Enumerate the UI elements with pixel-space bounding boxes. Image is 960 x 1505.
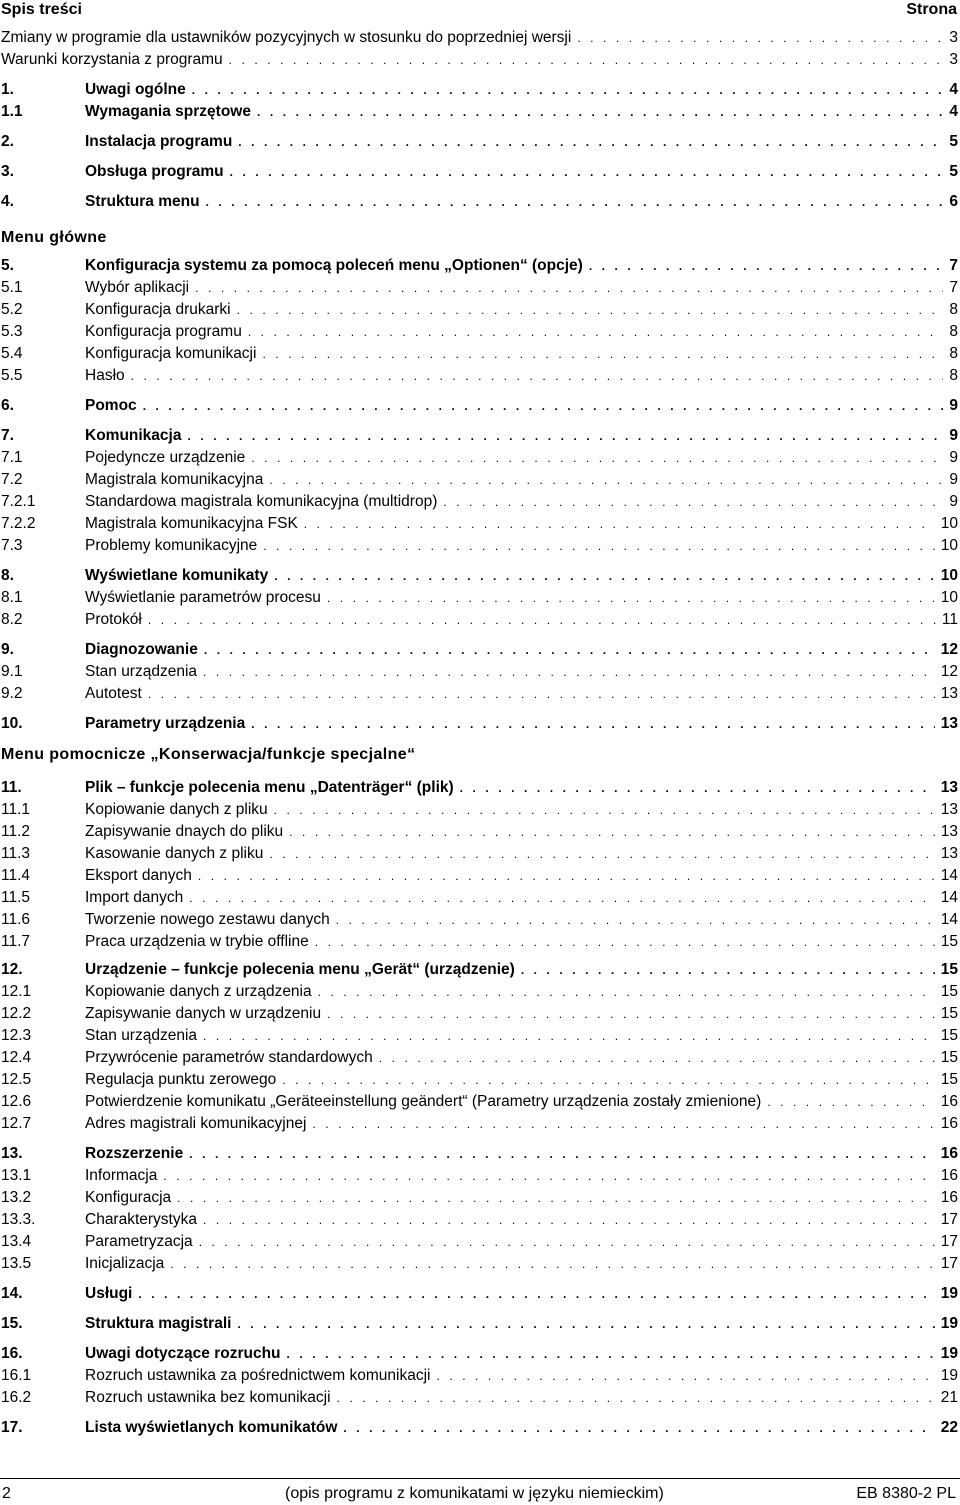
toc-entry-number: 12.3 [1,1027,32,1044]
toc-entry-page: 14 [940,867,958,884]
toc-entry-number: 13. [1,1145,23,1162]
toc-entry-page: 17 [940,1233,958,1250]
dot-leader [189,888,935,908]
toc-entry-number: 11. [1,779,22,796]
toc-entry [0,714,958,734]
toc-entry-title: Wyświetlane komunikaty [85,567,269,584]
dot-leader [287,1344,935,1364]
toc-entry-title: Pojedyncze urządzenie [85,449,246,466]
toc-entry-title: Charakterystyka [85,1211,197,1228]
dot-leader [315,932,935,952]
toc-entry [0,1388,958,1408]
dot-leader [304,514,935,534]
toc-entry [0,1070,958,1090]
toc-header [0,0,960,22]
toc-entry-page: 10 [940,589,958,606]
toc-entry-number: 3. [1,163,14,180]
toc-entry-page: 12 [940,641,958,658]
toc-entry [0,932,958,952]
toc-entry [0,1188,958,1208]
dot-leader [148,684,935,704]
dot-leader [203,662,935,682]
toc-entry-title: Regulacja punktu zerowego [85,1071,277,1088]
toc-entry [0,426,958,446]
dot-leader [148,610,936,630]
toc-entry-title: Rozszerzenie [85,1145,184,1162]
toc-entry-title: Kopiowanie danych z pliku [85,801,268,818]
toc-entry-number: 13.5 [1,1255,32,1272]
toc-entry [0,278,958,298]
toc-entry [0,162,958,182]
toc-entry-title: Wymagania sprzętowe [85,103,251,120]
toc-entry-number: 2. [1,133,14,150]
dot-leader [198,866,935,886]
toc-entry-number: 7. [1,427,14,444]
toc-entry-title: Tworzenie nowego zestawu danych [85,911,330,928]
toc-entry-page: 15 [940,983,958,1000]
dot-leader [379,1048,935,1068]
toc-entry-number: 12.5 [1,1071,32,1088]
toc-entry [0,492,958,512]
toc-entry-number: 1.1 [1,103,23,120]
toc-entry-number: 7.1 [1,449,23,466]
dot-leader [204,640,935,660]
dot-leader [312,1114,934,1134]
toc-entry-number: 11.3 [1,845,31,862]
toc-entry [0,662,958,682]
toc-entry-title: Autotest [85,685,142,702]
toc-entry [0,866,958,886]
toc-entry-page: 10 [940,567,958,584]
toc-entry-number: 8.1 [1,589,23,606]
dot-leader [170,1254,934,1274]
dot-leader [263,536,934,556]
toc-entry-number: 13.4 [1,1233,32,1250]
toc-entry-title: Zmiany w programie dla ustawników pozycyjnych w stosunku do poprzedniej wersji [1,29,572,46]
toc-entry-title: Warunki korzystania z programu [1,51,223,68]
toc-entry [0,610,958,630]
toc-entry-number: 5.5 [1,367,23,384]
toc-entry [0,1284,958,1304]
toc-entry-title: Protokół [85,611,142,628]
toc-entry-page: 16 [940,1093,958,1110]
toc-entry-number: 14. [1,1285,23,1302]
dot-leader [163,1166,934,1186]
toc-entry-page: 15 [940,933,958,950]
toc-entry-page: 19 [940,1285,958,1302]
toc-entry-page: 10 [940,515,958,532]
dot-leader [187,426,943,446]
toc-entry-number: 8. [1,567,14,584]
toc-entry [0,684,958,704]
toc-entry-title: Zapisywanie danych w urządzeniu [85,1005,322,1022]
toc-entry-number: 12.2 [1,1005,32,1022]
toc-entry [0,366,958,386]
toc-entry-page: 8 [949,367,958,384]
toc-entry-number: 9. [1,641,14,658]
toc-entry-number: 12.6 [1,1093,32,1110]
dot-leader [318,982,935,1002]
toc-entry-page: 3 [949,51,958,68]
toc-entry-number: 7.2.1 [1,493,36,510]
dot-leader [203,1210,935,1230]
toc-entry-page: 19 [940,1315,958,1332]
toc-entry [0,80,958,100]
toc-entry-title: Urządzenie – funkcje polecenia menu „Gerät“ (urządzenie) [85,961,515,978]
toc-entry-number: 11.1 [1,801,31,818]
dot-leader [248,322,944,342]
toc-entry [0,822,958,842]
toc-entry-title: Import danych [85,889,184,906]
toc-entry-page: 3 [949,29,958,46]
toc-entry-page: 15 [940,961,958,978]
toc-entry-number: 5.3 [1,323,23,340]
toc-entry-page: 13 [940,715,958,732]
toc-entry-title: Parametryzacja [85,1233,193,1250]
dot-leader [460,778,935,798]
dot-leader [238,132,943,152]
toc-entry-page: 19 [940,1345,958,1362]
toc-entry-title: Wybór aplikacji [85,279,190,296]
toc-entry-title: Lista wyświetlanych komunikatów [85,1419,338,1436]
toc-entry-number: 13.1 [1,1167,32,1184]
toc-entry-title: Wyświetlanie parametrów procesu [85,589,321,606]
toc-entry-number: 16.2 [1,1389,32,1406]
section-heading: Menu pomocnicze „Konserwacja/funkcje specjalne“ [1,746,416,763]
section-heading: Menu główne [1,229,107,246]
dot-leader [577,28,943,48]
toc-entry-page: 14 [940,889,958,906]
toc-entry-number: 7.2 [1,471,23,488]
toc-entry [0,1048,958,1068]
toc-entry [0,470,958,490]
toc-entry-page: 19 [940,1367,958,1384]
toc-entry [0,588,958,608]
page-footer [0,1478,960,1505]
dot-leader [589,256,944,276]
toc-entry [0,192,958,212]
toc-entry-title: Konfiguracja programu [85,323,242,340]
toc-entry [0,778,958,798]
toc-entry [0,1344,958,1364]
toc-entry-title: Instalacja programu [85,133,233,150]
toc-entry-title: Potwierdzenie komunikatu „Geräteeinstellung geändert“ (Parametry urządzenia zostały zmienione) [85,1093,762,1110]
toc-entry [0,536,958,556]
toc-entry-title: Eksport danych [85,867,192,884]
toc-entry [0,1232,958,1252]
dot-leader [237,1314,934,1334]
toc-entry-number: 9.2 [1,685,23,702]
toc-entry [0,1026,958,1046]
toc-entry-number: 11.2 [1,823,31,840]
toc-entry [0,566,958,586]
toc-entry [0,982,958,1002]
toc-entry-page: 7 [949,257,958,274]
toc-entry [0,322,958,342]
toc-entry-page: 5 [949,133,958,150]
toc-entry [0,300,958,320]
dot-leader [343,1418,934,1438]
toc-entry-title: Uwagi ogólne [85,81,186,98]
toc-entry-title: Informacja [85,1167,158,1184]
toc-entry-title: Konfiguracja [85,1189,172,1206]
footer-doc-id: EB 8380-2 PL [856,1485,956,1502]
toc-entry [0,1254,958,1274]
toc-entry-title: Adres magistrali komunikacyjnej [85,1115,307,1132]
toc-entry-number: 12.4 [1,1049,32,1066]
toc-entry-number: 7.2.2 [1,515,36,532]
toc-entry-page: 8 [949,345,958,362]
toc-entry-page: 16 [940,1167,958,1184]
toc-entry-number: 5.2 [1,301,23,318]
toc-entry [0,910,958,930]
dot-leader [251,714,935,734]
toc-entry-page: 17 [940,1255,958,1272]
toc-entry-title: Struktura menu [85,193,200,210]
dot-leader [521,960,935,980]
dot-leader [336,910,935,930]
toc-title: Spis treści [1,1,82,18]
toc-entry-page: 7 [949,279,958,296]
toc-entry-title: Konfiguracja drukarki [85,301,231,318]
toc-entry [0,514,958,534]
toc-entry-page: 17 [940,1211,958,1228]
dot-leader [436,1366,934,1386]
toc-entry-number: 7.3 [1,537,23,554]
dot-leader [767,1092,934,1112]
toc-entry [0,1210,958,1230]
toc-entry-title: Inicjalizacja [85,1255,165,1272]
toc-entry-page: 13 [940,779,958,796]
dot-leader [206,192,944,212]
toc-entry-page: 10 [940,537,958,554]
dot-leader [274,566,935,586]
toc-entry-title: Kopiowanie danych z urządzenia [85,983,312,1000]
toc-entry-page: 13 [940,845,958,862]
toc-entry-number: 12.7 [1,1115,32,1132]
toc-entry-number: 11.6 [1,911,31,928]
toc-entry-page: 8 [949,301,958,318]
dot-leader [269,470,943,490]
toc-entry-page: 6 [949,193,958,210]
toc-entry-title: Praca urządzenia w trybie offline [85,933,309,950]
toc-entry [0,1418,958,1438]
toc-entry-number: 11.4 [1,867,31,884]
dot-leader [203,1026,935,1046]
toc-entry-title: Zapisywanie dnaych do pliku [85,823,284,840]
toc-entry-number: 10. [1,715,23,732]
dot-leader [262,344,943,364]
toc-entry-page: 9 [949,493,958,510]
toc-entry-page: 13 [940,801,958,818]
dot-leader [229,50,944,70]
toc-entry-title: Kasowanie danych z pliku [85,845,264,862]
toc-entry-number: 13.2 [1,1189,32,1206]
toc-entry-title: Pomoc [85,397,137,414]
toc-entry-title: Rozruch ustawnika za pośrednictwem komunikacji [85,1367,431,1384]
toc-entry-title: Uwagi dotyczące rozruchu [85,1345,281,1362]
toc-entry-page: 9 [949,427,958,444]
toc-entry-number: 13.3. [1,1211,36,1228]
toc-entry-number: 16.1 [1,1367,32,1384]
toc-entry-number: 12.1 [1,983,32,1000]
toc-entry-page: 8 [949,323,958,340]
toc-entry [0,344,958,364]
toc-entry-title: Parametry urządzenia [85,715,246,732]
toc-entry-page: 12 [940,663,958,680]
dot-leader [327,588,935,608]
toc-entry [0,256,958,276]
toc-entry-number: 4. [1,193,14,210]
toc-entry [0,1314,958,1334]
dot-leader [337,1388,935,1408]
dot-leader [274,800,935,820]
toc-entry-page: 9 [949,471,958,488]
toc-entry-title: Problemy komunikacyjne [85,537,258,554]
dot-leader [192,80,944,100]
dot-leader [230,162,944,182]
toc-entry-page: 15 [940,1049,958,1066]
toc-entry-title: Standardowa magistrala komunikacyjna (multidrop) [85,493,438,510]
toc-entry-title: Stan urządzenia [85,663,198,680]
toc-entry [0,1366,958,1386]
toc-entry-page: 16 [940,1145,958,1162]
toc-entry [0,396,958,416]
toc-entry [0,1092,958,1112]
toc-entry-title: Przywrócenie parametrów standardowych [85,1049,373,1066]
toc-entry [0,800,958,820]
toc-entry-title: Obsługa programu [85,163,224,180]
page-column-heading: Strona [906,1,957,18]
toc-entry [0,102,958,122]
dot-leader [269,844,934,864]
toc-entry-page: 15 [940,1071,958,1088]
toc-entry-title: Konfiguracja systemu za pomocą poleceń menu „Optionen“ (opcje) [85,257,583,274]
toc-entry-title: Hasło [85,367,125,384]
toc-entry-title: Usługi [85,1285,133,1302]
toc-entry-page: 9 [949,449,958,466]
toc-entry-number: 1. [1,81,14,98]
toc-entry-page: 13 [940,685,958,702]
toc-entry [0,50,958,70]
toc-entry [0,640,958,660]
toc-entry-page: 21 [940,1389,958,1406]
dot-leader [251,448,943,468]
toc-entry-page: 16 [940,1189,958,1206]
toc-entry-number: 5.1 [1,279,23,296]
toc-entry-page: 15 [940,1027,958,1044]
toc-entry-title: Magistrala komunikacyjna [85,471,264,488]
toc-entry-page: 4 [949,103,958,120]
toc-entry-number: 16. [1,1345,23,1362]
toc-entry-page: 5 [949,163,958,180]
toc-entry-page: 13 [940,823,958,840]
footer-note: (opis programu z komunikatami w języku niemieckim) [285,1485,664,1502]
toc-entry-page: 4 [949,81,958,98]
toc-entry-number: 17. [1,1419,23,1436]
toc-entry-title: Komunikacja [85,427,182,444]
toc-entry-title: Diagnozowanie [85,641,198,658]
toc-entry [0,1114,958,1134]
dot-leader [443,492,943,512]
dot-leader [189,1144,935,1164]
toc-entry-number: 5.4 [1,345,23,362]
toc-entry [0,1166,958,1186]
toc-entry [0,960,958,980]
dot-leader [282,1070,934,1090]
toc-entry-page: 9 [949,397,958,414]
toc-entry-title: Konfiguracja komunikacji [85,345,257,362]
toc-entry [0,1144,958,1164]
toc-entry-number: 6. [1,397,14,414]
toc-entry-number: 9.1 [1,663,23,680]
toc-entry-page: 14 [940,911,958,928]
toc-entry-number: 5. [1,257,14,274]
dot-leader [177,1188,935,1208]
toc-entry-title: Rozruch ustawnika bez komunikacji [85,1389,331,1406]
toc-entry-title: Magistrala komunikacyjna FSK [85,515,298,532]
toc-entry-number: 15. [1,1315,23,1332]
toc-entry-number: 11.7 [1,933,31,950]
toc-entry-page: 22 [940,1419,958,1436]
toc-entry [0,888,958,908]
dot-leader [131,366,944,386]
toc-entry [0,844,958,864]
dot-leader [199,1232,935,1252]
toc-entry-page: 16 [940,1115,958,1132]
toc-entry-page: 15 [940,1005,958,1022]
dot-leader [237,300,944,320]
toc-entry-title: Struktura magistrali [85,1315,232,1332]
toc-entry-number: 11.5 [1,889,31,906]
toc-entry-number: 8.2 [1,611,23,628]
dot-leader [143,396,944,416]
toc-entry [0,132,958,152]
toc-entry [0,28,958,48]
dot-leader [138,1284,934,1304]
toc-entry-title: Stan urządzenia [85,1027,198,1044]
toc-entry-title: Plik – funkcje polecenia menu „Datenträger“ (plik) [85,779,454,796]
dot-leader [257,102,943,122]
dot-leader [289,822,935,842]
footer-page-number: 2 [2,1485,11,1502]
dot-leader [195,278,943,298]
toc-entry [0,448,958,468]
toc-entry [0,1004,958,1024]
toc-entry-page: 11 [941,611,958,628]
dot-leader [327,1004,935,1024]
toc-entry-number: 12. [1,961,23,978]
